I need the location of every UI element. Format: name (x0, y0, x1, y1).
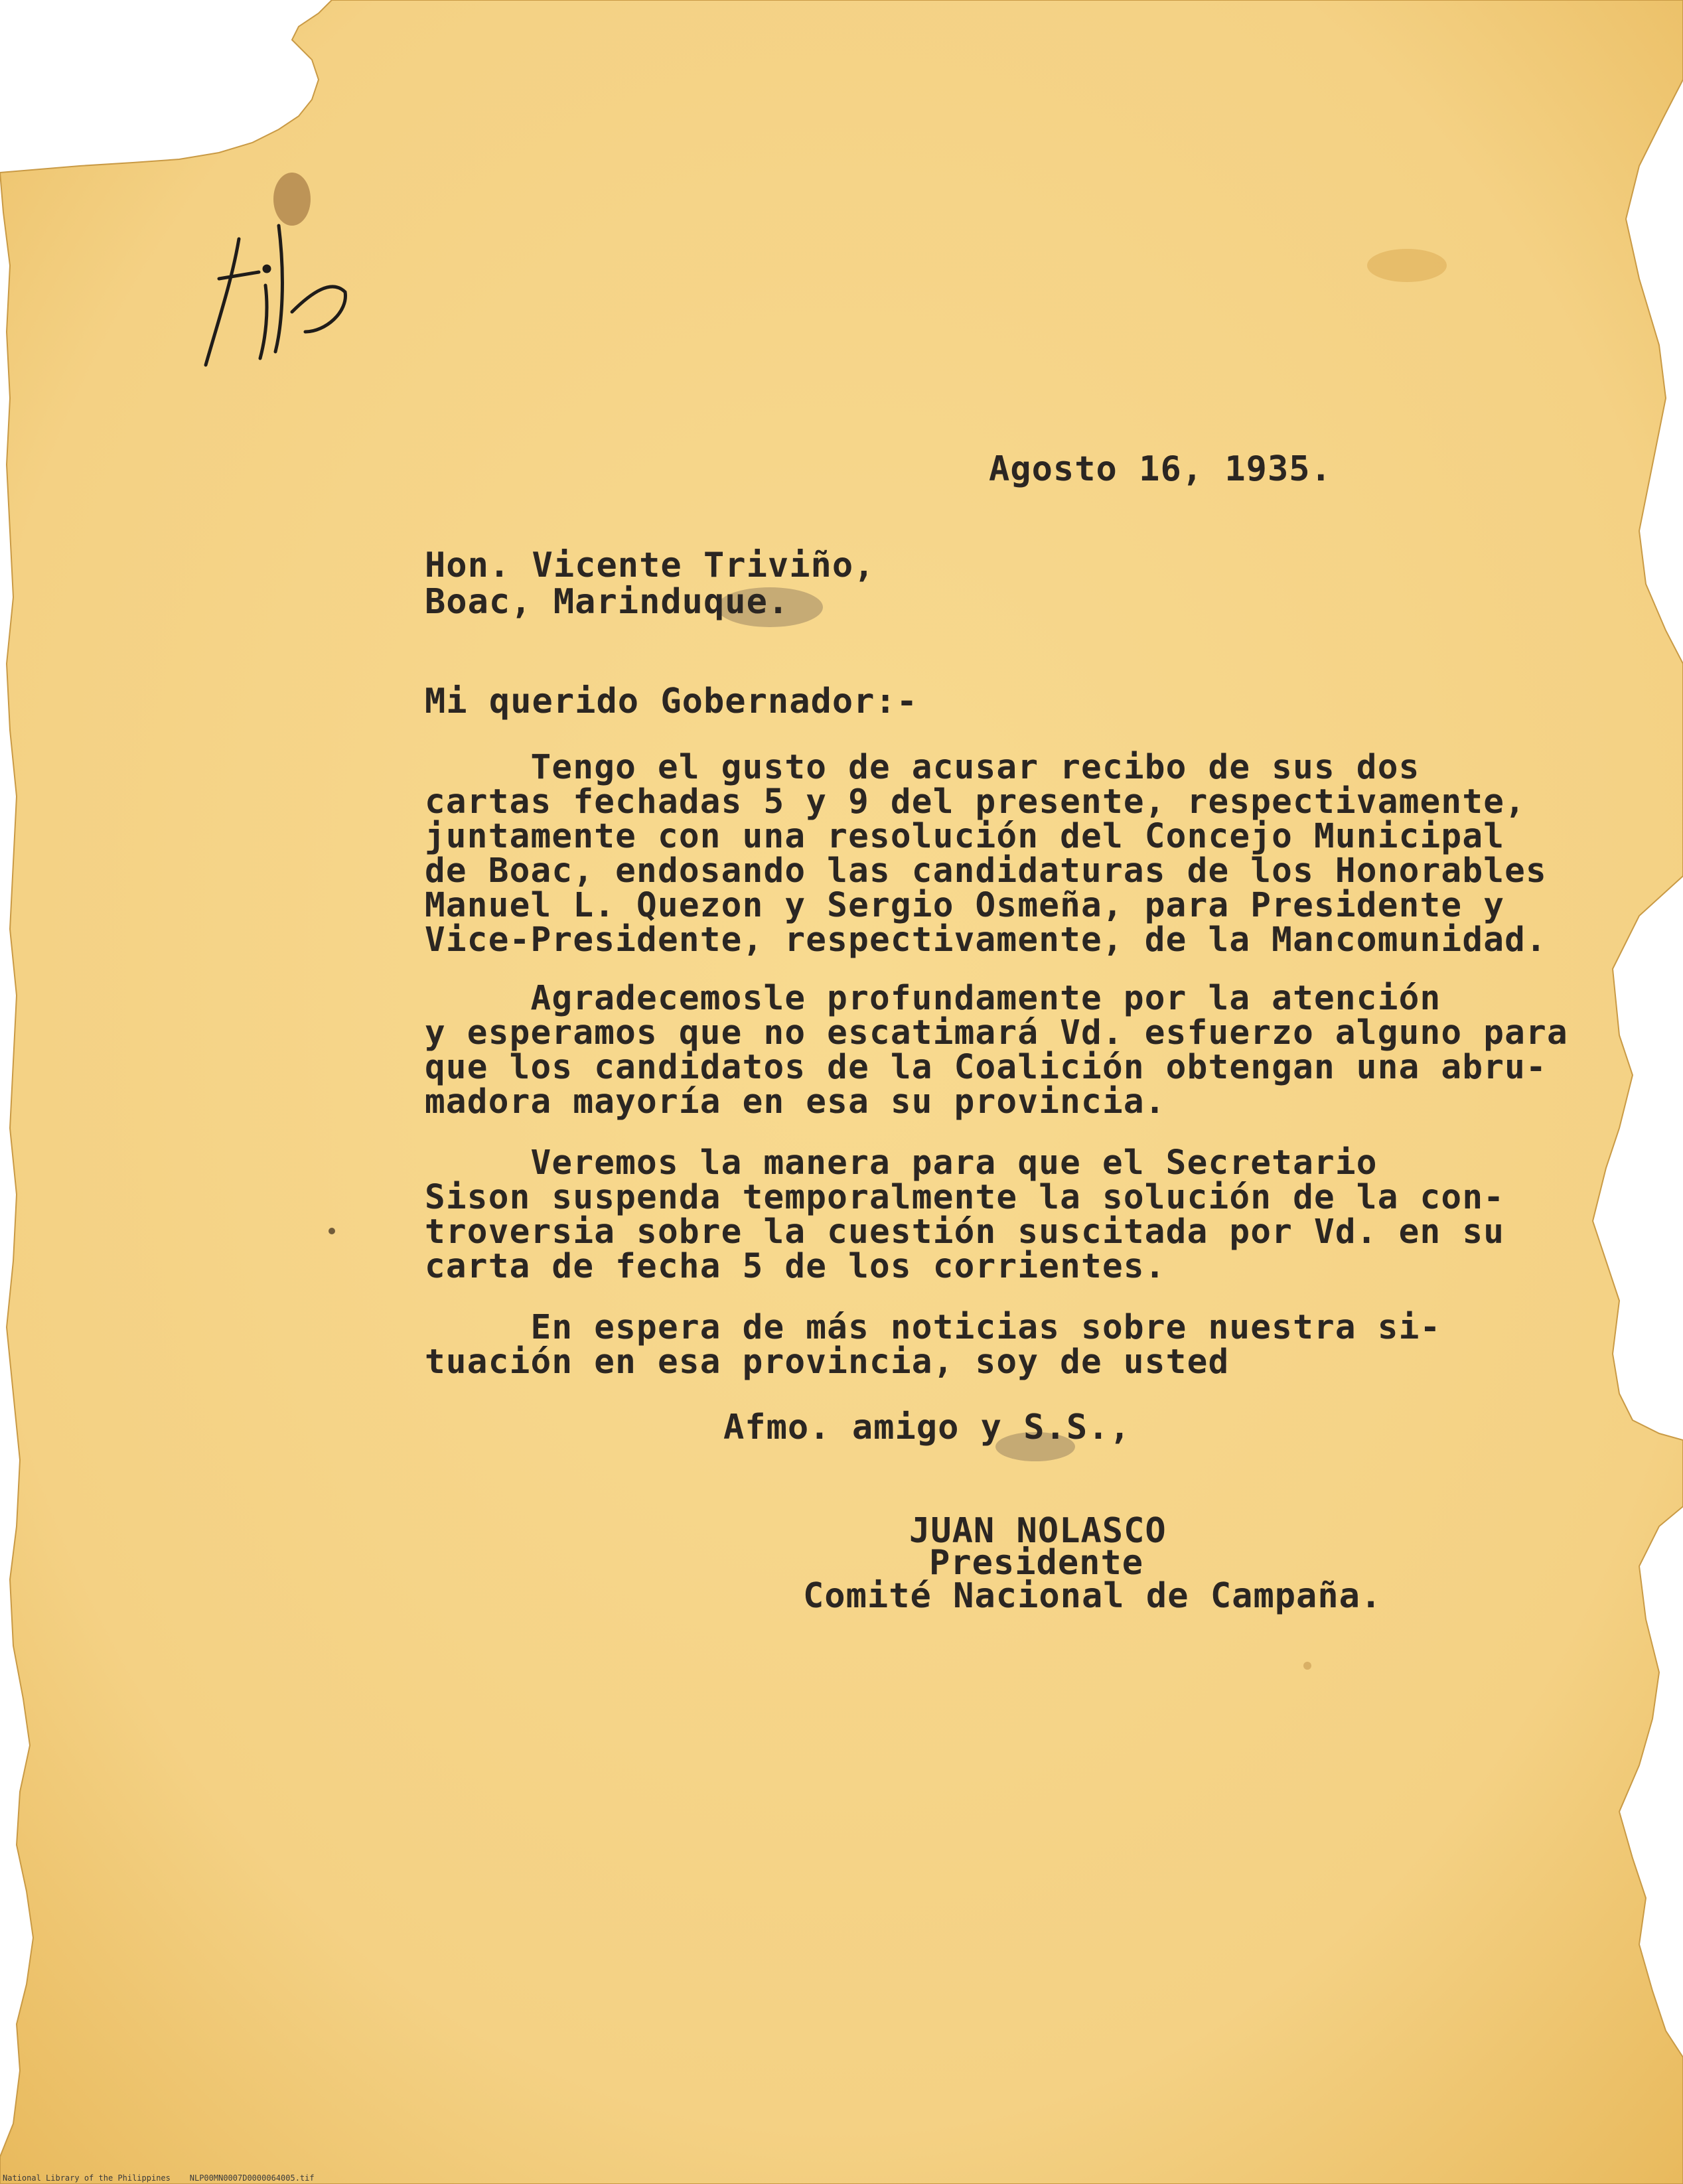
paragraph-line: Agradecemosle profundamente por la atención (425, 979, 1441, 1018)
paragraph-line: tuación en esa provincia, soy de usted (425, 1343, 1230, 1382)
paragraph-line: Vice-Presidente, respectivamente, de la Mancomunidad. (425, 920, 1547, 960)
paragraph-line: Sison suspenda temporalmente la solución de la con- (425, 1178, 1505, 1217)
paragraph-line: que los candidatos de la Coalición obtengan una abru- (425, 1048, 1547, 1087)
salutation: Mi querido Gobernador:- (425, 682, 918, 721)
paragraph-line: Manuel L. Quezon y Sergio Osmeña, para Presidente y (425, 886, 1505, 925)
paragraph-line: troversia sobre la cuestión suscitada por Vd. en su (425, 1212, 1505, 1252)
paper-stain (1367, 249, 1447, 282)
paragraph-line: madora mayoría en esa su provincia. (425, 1082, 1166, 1122)
paragraph-line: En espera de más noticias sobre nuestra si- (425, 1308, 1441, 1347)
dot-mark (329, 1228, 335, 1234)
paragraph-line: carta de fecha 5 de los corrientes. (425, 1247, 1166, 1286)
signatory-name: JUAN NOLASCO (909, 1511, 1167, 1551)
burn-mark (273, 173, 311, 226)
dot-mark (1303, 1662, 1311, 1670)
letter-date: Agosto 16, 1935. (989, 449, 1332, 489)
scan-footer: National Library of the Philippines NLP00MN0007D0000064005.tif (3, 2173, 315, 2183)
paragraph-line: de Boac, endosando las candidaturas de los Honorables (425, 851, 1547, 891)
annotation-text (199, 292, 241, 323)
paragraph-line: y esperamos que no escatimará Vd. esfuerzo alguno para (425, 1013, 1568, 1053)
paragraph-line: juntamente con una resolución del Concejo Municipal (425, 817, 1505, 856)
closing: Afmo. amigo y S.S., (723, 1408, 1131, 1447)
paragraph-line: cartas fechadas 5 y 9 del presente, respectivamente, (425, 782, 1526, 822)
recipient-address: Boac, Marinduque. (425, 582, 790, 622)
signatory-title: Presidente (929, 1543, 1144, 1583)
paragraph-line: Veremos la manera para que el Secretario (425, 1143, 1378, 1183)
signatory-organization: Comité Nacional de Campaña. (803, 1576, 1382, 1616)
recipient-name: Hon. Vicente Triviño, (425, 546, 875, 585)
paragraph-line: Tengo el gusto de acusar recibo de sus dos (425, 748, 1420, 787)
